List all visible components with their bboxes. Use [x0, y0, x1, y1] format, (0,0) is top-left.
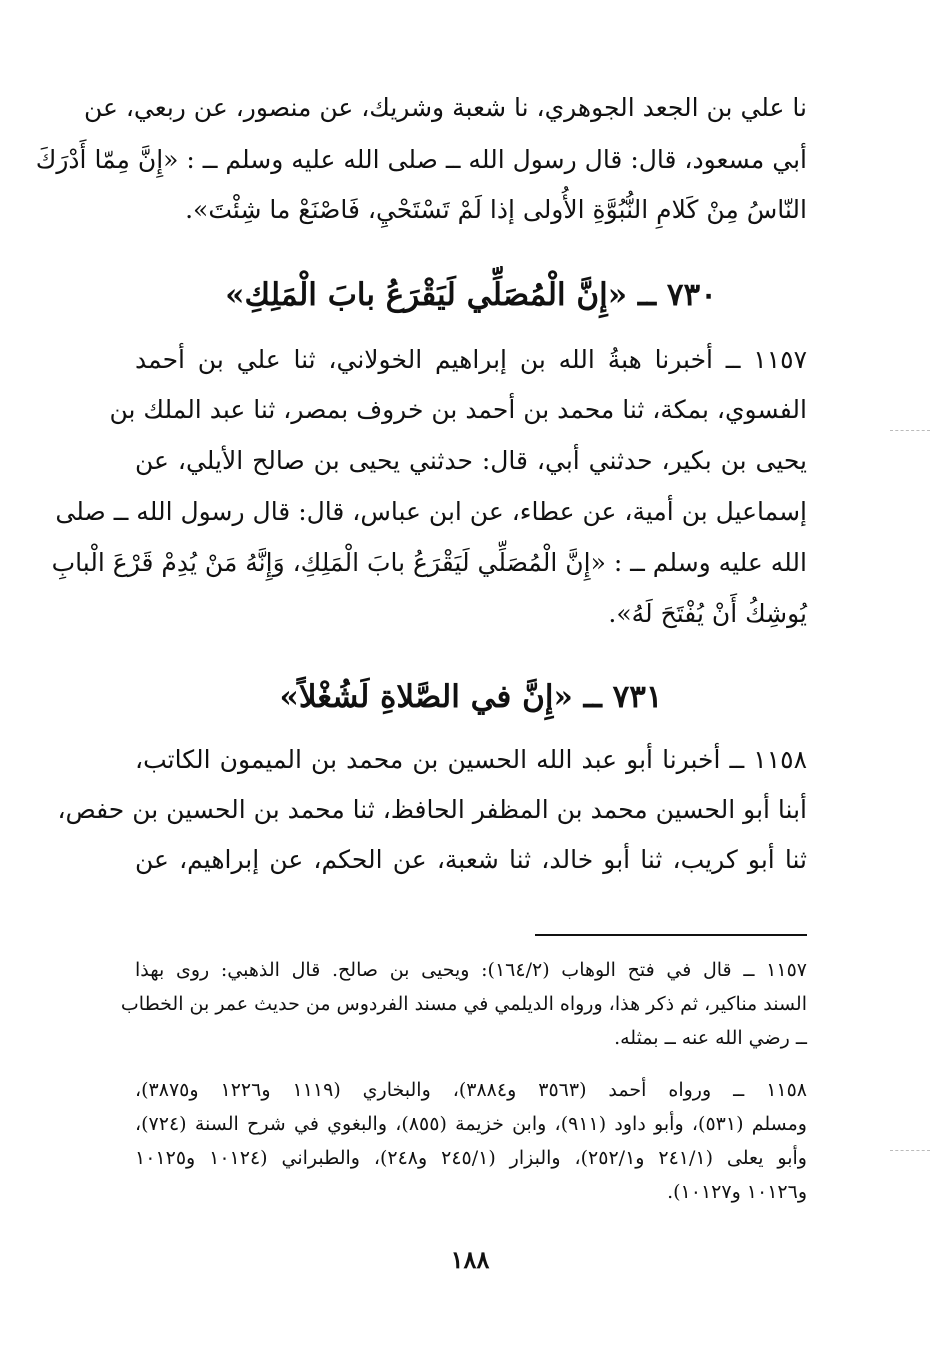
intro-line: أبي مسعود، قال: قال رسول الله ــ صلى الله عليه وسلم ــ : «إِنَّ مِمّا أَدْرَكَ	[35, 145, 807, 174]
hadith-line: أبنا أبو الحسين محمد بن المظفر الحافظ، ثنا محمد بن الحسين بن حفص،	[57, 795, 807, 824]
hadith-line: إسماعيل بن أمية، عن عطاء، عن ابن عباس، قال: قال رسول الله ــ صلى	[55, 497, 807, 526]
section-heading-731: ٧٣١ ــ «إِنَّ في الصَّلاةِ لَشُغْلاً»	[279, 679, 663, 715]
hadith-line: الله عليه وسلم ــ : «إِنَّ الْمُصَلِّي لَيَقْرَعُ بابَ الْمَلِكِ، وَإِنَّهُ مَنْ يُدِمْ قَرْعَ الْبابِ	[51, 548, 807, 577]
hadith-line: يُوشِكُ أَنْ يُفْتَحَ لَهُ».	[608, 599, 807, 628]
hadith-line: ١١٥٧ ــ أخبرنا هبةُ الله بن إبراهيم الخولاني، ثنا علي بن أحمد	[135, 345, 807, 374]
footnote-line: و١٠١٢٦ و١٠١٢٧).	[667, 1181, 807, 1203]
footnote-separator	[535, 934, 807, 936]
intro-line: النّاسُ مِنْ كَلامِ النُّبُوَّةِ الأُولى إذا لَمْ تَسْتَحْيِ، فَاصْنَعْ ما شِئْتَ».	[185, 195, 807, 224]
scan-mark	[890, 1150, 930, 1151]
hadith-line: ثنا أبو كريب، ثنا أبو خالد، ثنا شعبة، عن الحكم، عن إبراهيم، عن	[135, 845, 807, 874]
footnote-line: وأبو يعلى (٢٤١/١ و٢٥٢/١)، والبزار (٢٤٥/١ و٢٤٨)، والطبراني (١٠١٢٤ و١٠١٢٥	[135, 1147, 807, 1169]
hadith-line: يحيى بن بكير، حدثني أبي، قال: حدثني يحيى بن صالح الأيلي، عن	[135, 446, 807, 475]
footnote-line: السند مناكير، ثم ذكر هذا، ورواه الديلمي في مسند الفردوس من حديث عمر بن الخطاب	[120, 993, 807, 1015]
intro-line: نا علي بن الجعد الجوهري، نا شعبة وشريك، عن منصور، عن ربعي، عن	[83, 93, 807, 122]
footnote-line: ــ رضي الله عنه ــ بمثله.	[614, 1027, 807, 1049]
footnote-line: ١١٥٧ ــ قال في فتح الوهاب (١٦٤/٢): ويحيى بن صالح. قال الذهبي: روى بهذا	[135, 959, 807, 981]
section-heading-730: ٧٣٠ ــ «إِنَّ الْمُصَلِّي لَيَقْرَعُ بابَ الْمَلِكِ»	[225, 277, 717, 313]
footnote-line: ١١٥٨ ــ ورواه أحمد (٣٥٦٣ و٣٨٨٤)، والبخاري (١١١٩ و١٢٢٦ و٣٨٧٥)،	[135, 1079, 808, 1101]
footnote-line: ومسلم (٥٣١)، وأبو داود (٩١١)، وابن خزيمة (٨٥٥)، والبغوي في شرح السنة (٧٢٤)،	[135, 1113, 807, 1135]
page-number: ١٨٨	[450, 1245, 490, 1274]
hadith-line: ١١٥٨ ــ أخبرنا أبو عبد الله الحسين بن محمد بن الميمون الكاتب،	[135, 745, 807, 774]
hadith-line: الفسوي، بمكة، ثنا محمد بن أحمد بن خروف بمصر، ثنا عبد الملك بن	[109, 395, 807, 424]
scan-mark	[890, 430, 930, 431]
